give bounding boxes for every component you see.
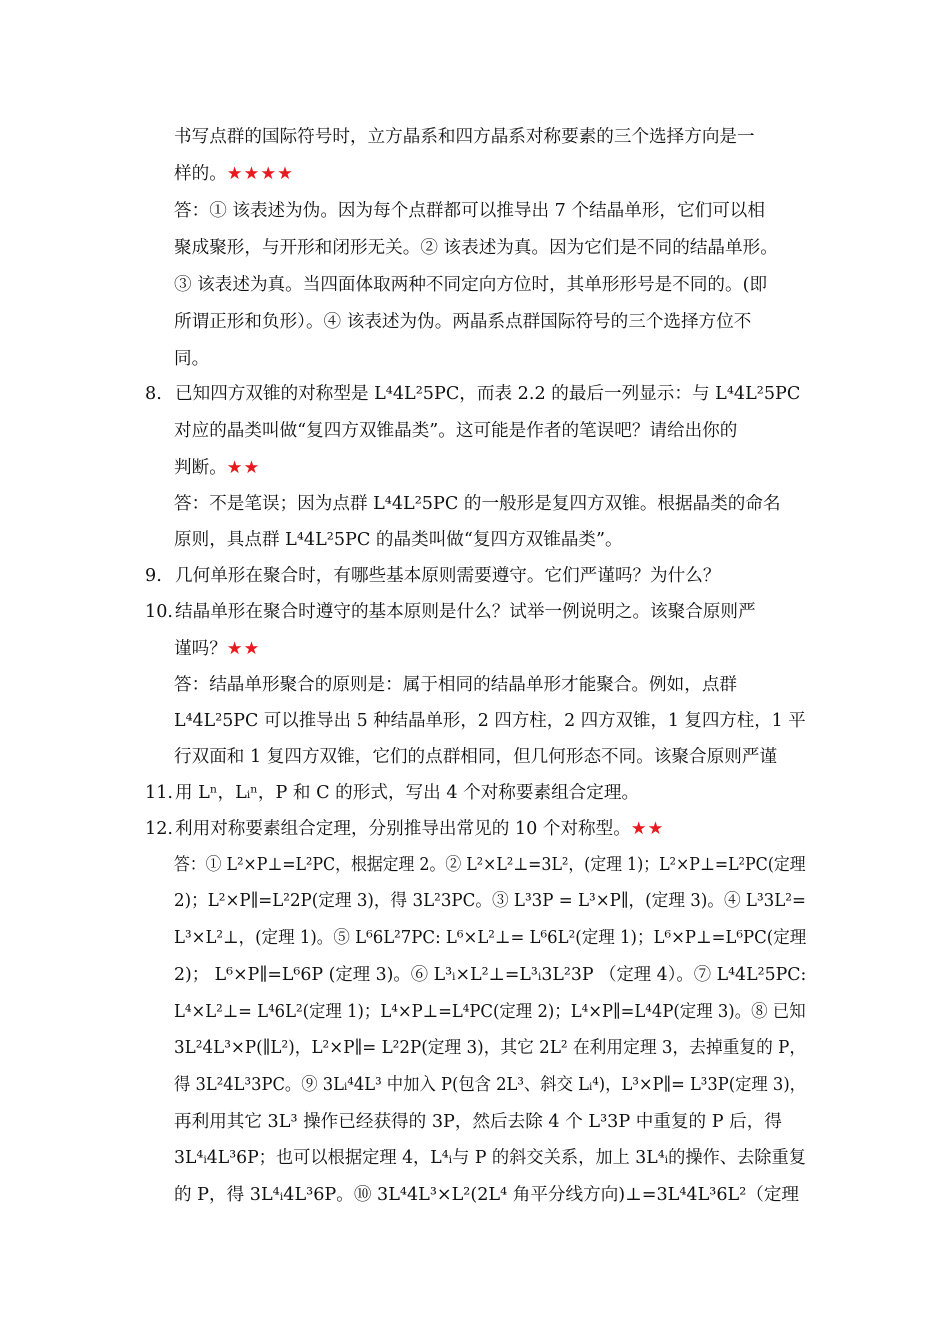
question-12 — [145, 817, 664, 841]
text-line — [174, 456, 260, 480]
line-text: 3L²4L³×P(∥L²)，L²×P∥= L²2P(定理 3)，其它 2L² 在利用定理 3，去掉重复的 P， — [174, 1038, 807, 1058]
line-text: 结晶单形在聚合时遵守的基本原则是什么？试举一例说明之。该聚合原则严 — [175, 602, 756, 622]
text-line — [174, 419, 737, 443]
difficulty-stars: ★★ — [226, 458, 261, 478]
line-text: 用 Lⁿ，Lᵢⁿ，P 和 C 的形式，写出 4 个对称要素组合定理。 — [175, 783, 640, 803]
text-line — [174, 236, 778, 260]
text-line — [174, 125, 755, 149]
line-text: 样的。 — [174, 164, 227, 184]
line-text: L⁴4L²5PC 可以推导出 5 种结晶单形，2 四方柱，2 四方双锥，1 复四方柱，1 平 — [174, 711, 806, 731]
text-line — [174, 1036, 806, 1060]
difficulty-stars: ★★★★ — [226, 164, 294, 184]
text-line — [174, 199, 765, 223]
line-text: 谨吗？ — [174, 639, 227, 659]
line-text: 判断。 — [174, 458, 227, 478]
line-text: 已知四方双锥的对称型是 L⁴4L²5PC，而表 2.2 的最后一列显示：与 L⁴4L²5PC — [175, 384, 801, 404]
difficulty-stars: ★★ — [226, 639, 261, 659]
text-line — [174, 1183, 799, 1207]
line-text: 聚成聚形，与开形和闭形无关。② 该表述为真。因为它们是不同的结晶单形。 — [174, 238, 778, 258]
line-text: 对应的晶类叫做“复四方双锥晶类”。这可能是作者的笔误吧？请给出你的 — [174, 421, 738, 441]
text-line — [174, 673, 737, 697]
text-line — [174, 1146, 806, 1170]
line-text: L⁴×L²⊥= L⁴6L²(定理 1)；L⁴×P⊥=L⁴PC(定理 2)；L⁴×P∥=L⁴4P(定理 3)。⑧ 已知 — [174, 1002, 806, 1022]
line-text: 行双面和 1 复四方双锥，它们的点群相同，但几何形态不同。该聚合原则严谨 — [174, 747, 777, 767]
line-text: 原则，具点群 L⁴4L²5PC 的晶类叫做“复四方双锥晶类”。 — [174, 530, 623, 550]
line-text: 答：① 该表述为伪。因为每个点群都可以推导出 7 个结晶单形，它们可以相 — [174, 201, 765, 221]
text-line — [174, 853, 806, 877]
text-line — [174, 347, 209, 371]
line-text: 3L⁴ᵢ4L³6P；也可以根据定理 4，L⁴ᵢ与 P 的斜交关系，加上 3L⁴ᵢ的操作、去除重复 — [174, 1148, 807, 1168]
question-number: 8. — [145, 384, 162, 404]
text-line — [174, 273, 767, 297]
line-text: 2)；L²×P∥=L²2P(定理 3)，得 3L²3PC。③ L³3P = L³×P∥，(定理 3)。④ L³3L²= — [174, 891, 806, 911]
question-number: 9. — [145, 566, 162, 586]
question-number: 12. — [145, 819, 173, 839]
line-text: 再利用其它 3L³ 操作已经获得的 3P，然后去除 4 个 L³3P 中重复的 P 后，得 — [174, 1112, 782, 1132]
line-text: 利用对称要素组合定理，分别推导出常见的 10 个对称型。 — [175, 819, 631, 839]
text-line — [174, 745, 777, 769]
line-text: 同。 — [174, 349, 210, 369]
question-number: 11. — [145, 783, 173, 803]
line-text: ③ 该表述为真。当四面体取两种不同定向方位时，其单形形号是不同的。(即 — [174, 275, 768, 295]
text-line — [174, 709, 806, 733]
line-text: 答：① L²×P⊥=L²PC，根据定理 2。② L²×L²⊥=3L²，(定理 1)；L²×P⊥=L²PC(定理 — [174, 855, 806, 875]
line-text: 书写点群的国际符号时，立方晶系和四方晶系对称要素的三个选择方向是一 — [174, 127, 755, 147]
question-number: 10. — [145, 602, 173, 622]
question-9 — [145, 564, 720, 588]
line-text: 几何单形在聚合时，有哪些基本原则需要遵守。它们严谨吗？为什么？ — [175, 566, 721, 586]
text-line — [174, 637, 260, 661]
text-line — [174, 889, 806, 913]
question-8 — [145, 382, 800, 406]
text-line — [174, 1073, 806, 1097]
text-line — [174, 528, 623, 552]
line-text: 得 3L²4L³3PC。⑨ 3Lᵢ⁴4L³ 中加入 P(包含 2L³、斜交 Lᵢ⁴)，L³×P∥= L³3P(定理 3)， — [174, 1075, 807, 1095]
difficulty-stars: ★★ — [630, 819, 665, 839]
text-line — [174, 926, 806, 950]
line-text: 答：不是笔误；因为点群 L⁴4L²5PC 的一般形是复四方双锥。根据晶类的命名 — [174, 494, 781, 514]
text-line — [174, 1000, 806, 1024]
text-line — [174, 310, 751, 334]
text-line — [174, 1110, 782, 1134]
line-text: L³×L²⊥，(定理 1)。⑤ L⁶6L²7PC: L⁶×L²⊥= L⁶6L²(定理 1)；L⁶×P⊥=L⁶PC(定理 — [174, 928, 807, 948]
text-line — [174, 492, 781, 516]
line-text: 的 P，得 3L⁴ᵢ4L³6P。⑩ 3L⁴4L³×L²(2L⁴ 角平分线方向)⊥=3L⁴4L³6L²（定理 — [174, 1185, 800, 1205]
line-text: 2)； L⁶×P∥=L⁶6P (定理 3)。⑥ L³ᵢ×L²⊥=L³ᵢ3L²3P （定理 4）。⑦ L⁴4L²5PC: — [174, 965, 807, 985]
line-text: 答：结晶单形聚合的原则是：属于相同的结晶单形才能聚合。例如，点群 — [174, 675, 738, 695]
line-text: 所谓正形和负形）。④ 该表述为伪。两晶系点群国际符号的三个选择方位不 — [174, 312, 752, 332]
question-11 — [145, 781, 639, 805]
text-line — [174, 162, 294, 186]
question-10 — [145, 600, 756, 624]
text-line — [174, 963, 806, 987]
